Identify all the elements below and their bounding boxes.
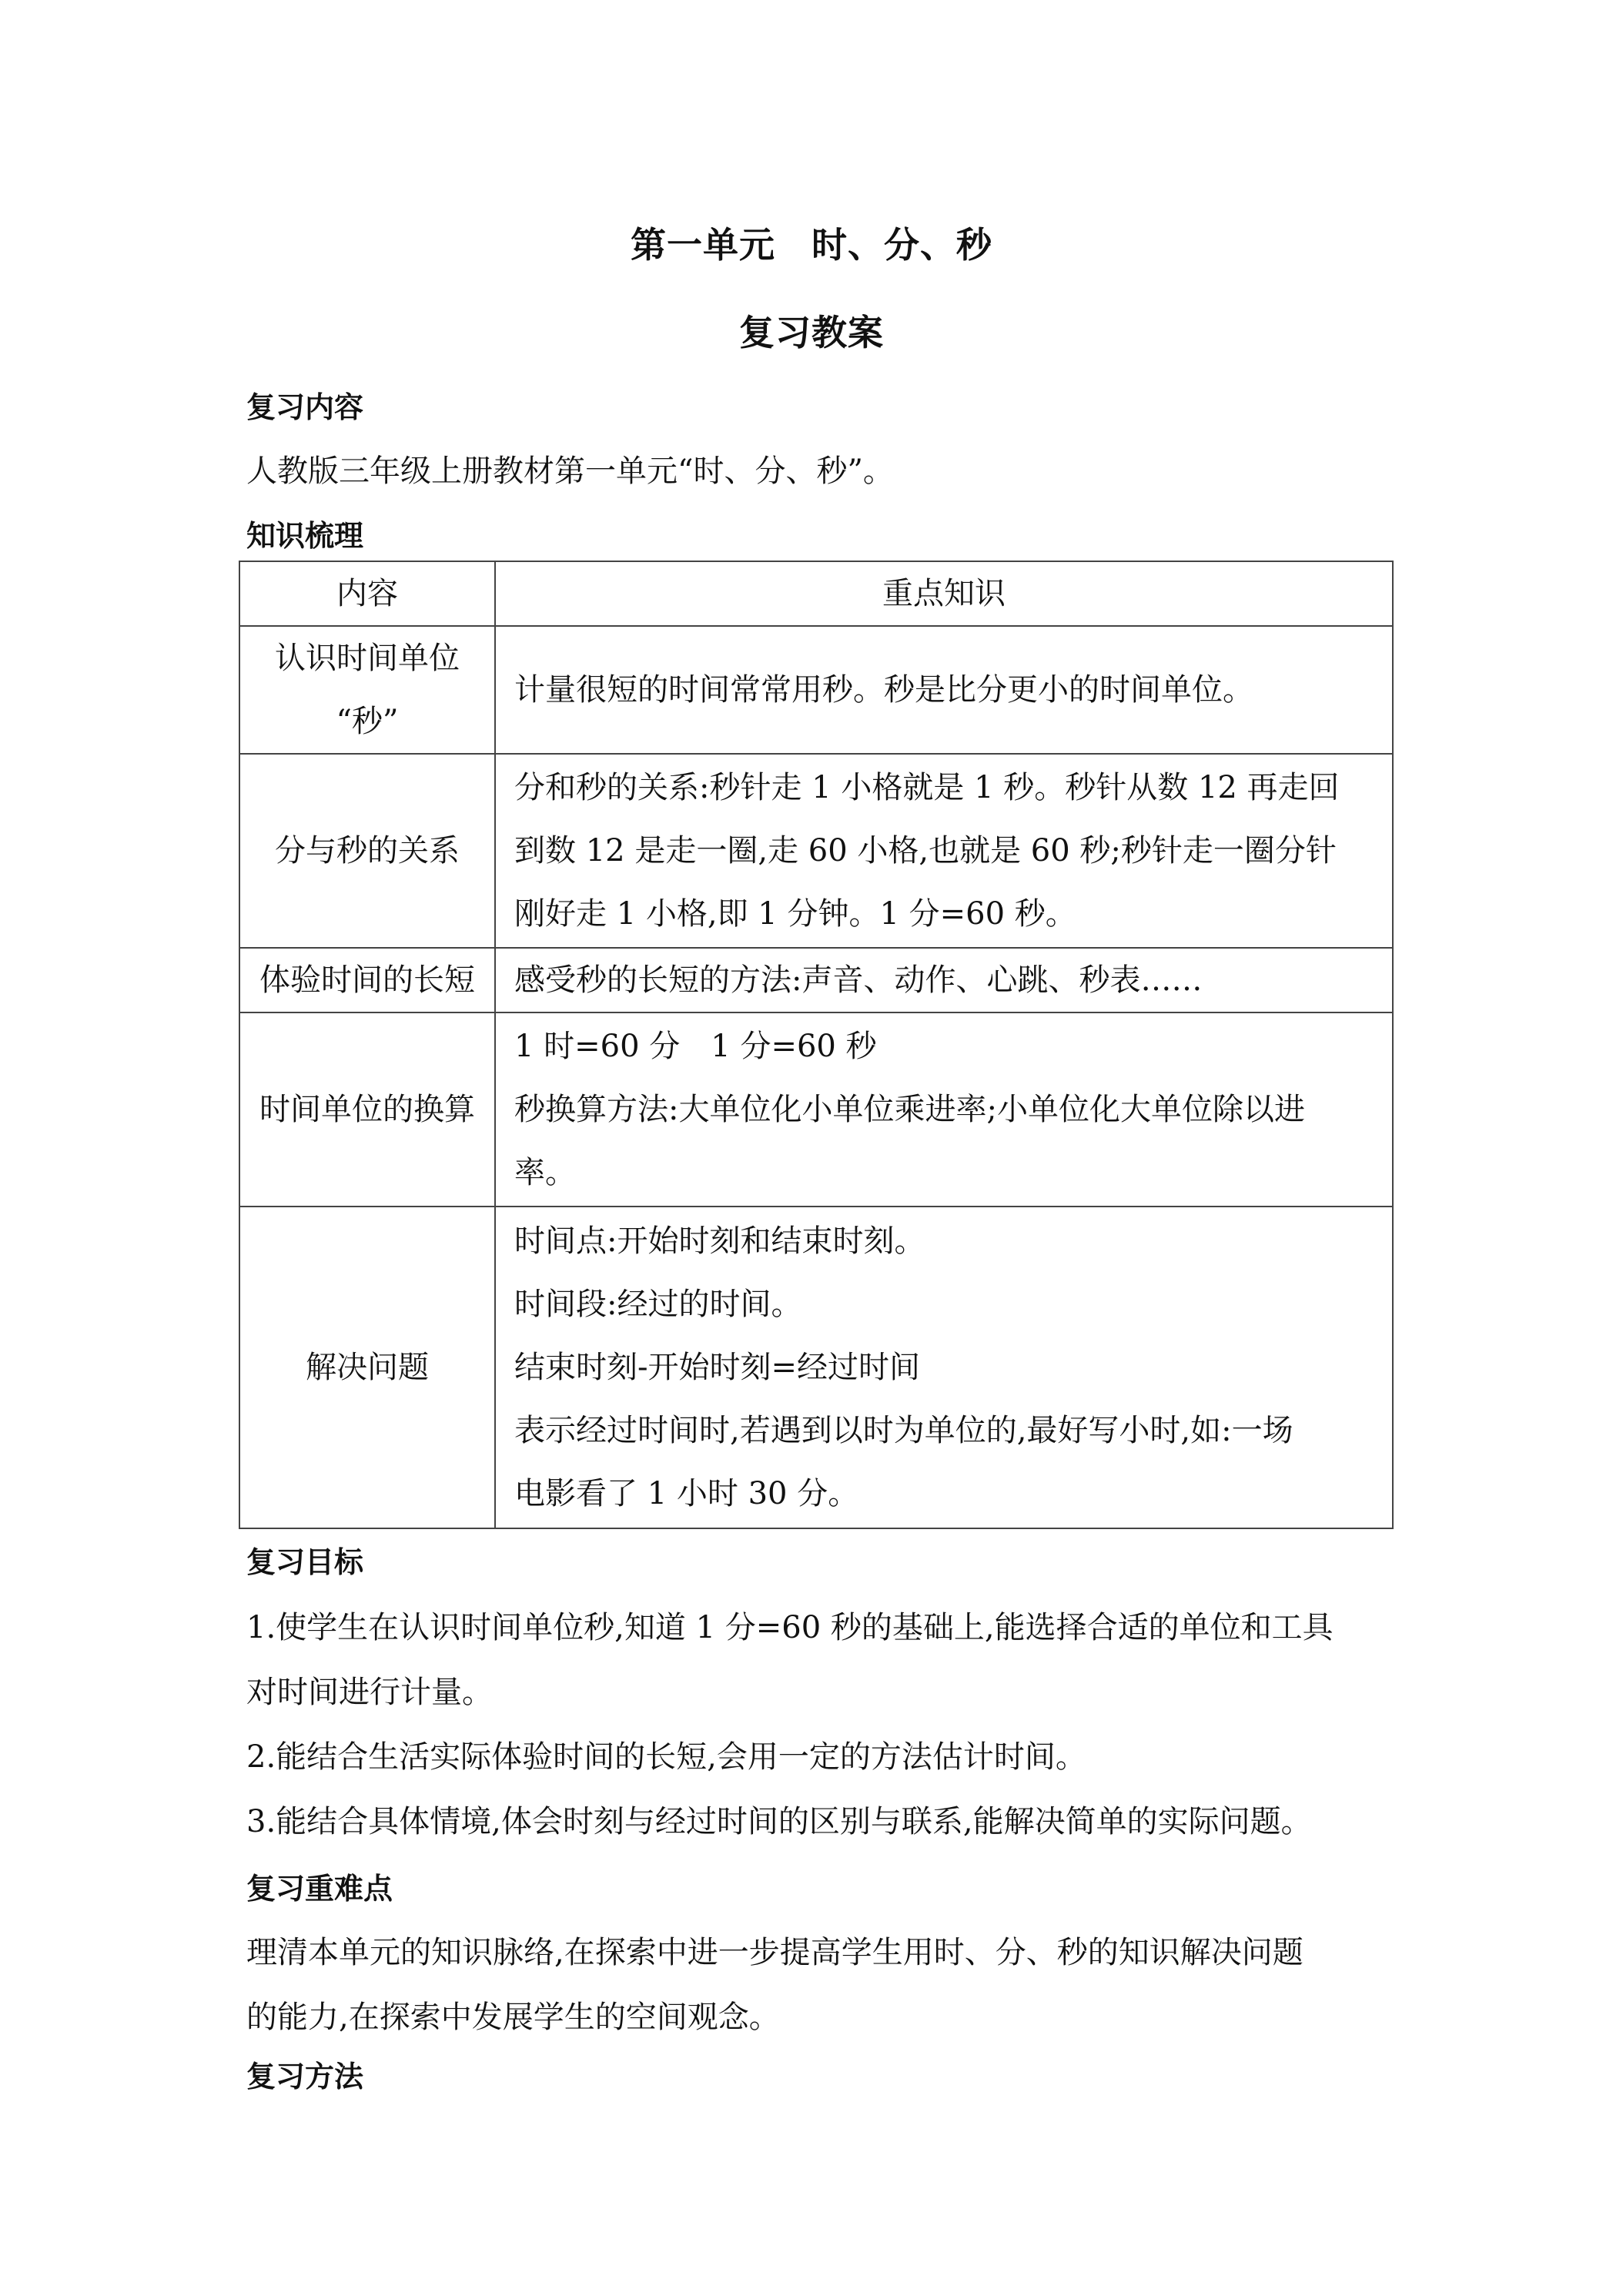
section-heading-knowledge: 知识梳理 <box>246 519 364 553</box>
paragraph-line: 对时间进行计量。 <box>246 1675 493 1710</box>
topic-line: “秒” <box>336 704 399 739</box>
table-row <box>239 626 1393 754</box>
topic-line: 分与秒的关系 <box>275 833 460 869</box>
review-content-text <box>246 439 1394 504</box>
topic-line: 认识时间单位 <box>275 641 460 676</box>
detail-line: 率。 <box>514 1155 576 1190</box>
table-row <box>239 1012 1393 1207</box>
section-heading-key-points: 复习重难点 <box>246 1872 393 1906</box>
detail-cell <box>495 754 1393 948</box>
topic-cell <box>239 626 495 754</box>
detail-cell <box>495 626 1393 754</box>
topic-line: 解决问题 <box>306 1350 429 1385</box>
table-row <box>239 754 1393 948</box>
topic-line: 体验时间的长短 <box>259 962 475 998</box>
topic-cell <box>239 754 495 948</box>
detail-line: 到数 12 是走一圈,走 60 小格,也就是 60 秒;秒针走一圈分针 <box>514 833 1337 869</box>
detail-cell <box>495 1207 1393 1528</box>
topic-cell <box>239 1207 495 1528</box>
document-subtitle: 复习教案 <box>739 312 884 353</box>
section-heading-review-goals: 复习目标 <box>246 1545 364 1579</box>
paragraph-line: 的能力,在探索中发展学生的空间观念。 <box>246 2000 780 2035</box>
key-points-text <box>246 1920 1394 2050</box>
review-goals-text <box>246 1595 1394 1854</box>
detail-line: 表示经过时间时,若遇到以时为单位的,最好写小时,如:一场 <box>514 1413 1293 1448</box>
paragraph-line: 2.能结合生活实际体验时间的长短,会用一定的方法估计时间。 <box>246 1739 1086 1775</box>
table-header-row <box>239 561 1393 626</box>
section-heading-review-content: 复习内容 <box>246 390 364 424</box>
detail-cell <box>495 948 1393 1012</box>
column-header-key-knowledge: 重点知识 <box>495 561 1393 626</box>
detail-cell <box>495 1012 1393 1207</box>
paragraph-line: 3.能结合具体情境,体会时刻与经过时间的区别与联系,能解决简单的实际问题。 <box>246 1804 1312 1839</box>
knowledge-table <box>239 561 1394 1529</box>
table-row <box>239 948 1393 1012</box>
detail-line: 电影看了 1 小时 30 分。 <box>514 1476 859 1511</box>
detail-line: 时间段:经过的时间。 <box>514 1287 802 1322</box>
detail-line: 时间点:开始时刻和结束时刻。 <box>514 1223 925 1259</box>
detail-line: 感受秒的长短的方法:声音、动作、心跳、秒表…… <box>514 962 1203 998</box>
detail-line: 计量很短的时间常常用秒。秒是比分更小的时间单位。 <box>514 672 1253 708</box>
detail-line: 刚好走 1 小格,即 1 分钟。1 分=60 秒。 <box>514 896 1076 932</box>
document-title: 第一单元 时、分、秒 <box>631 224 992 266</box>
detail-line: 1 时=60 分 1 分=60 秒 <box>514 1029 877 1064</box>
detail-line: 秒换算方法:大单位化小单位乘进率;小单位化大单位除以进 <box>514 1092 1305 1127</box>
topic-cell <box>239 948 495 1012</box>
detail-line: 分和秒的关系:秒针走 1 小格就是 1 秒。秒针从数 12 再走回 <box>514 770 1340 805</box>
section-heading-review-method: 复习方法 <box>246 2060 364 2094</box>
paragraph-line: 1.使学生在认识时间单位秒,知道 1 分=60 秒的基础上,能选择合适的单位和工具 <box>246 1610 1334 1645</box>
column-header-topic: 内容 <box>239 561 495 626</box>
topic-cell <box>239 1012 495 1207</box>
paragraph-line: 理清本单元的知识脉络,在探索中进一步提高学生用时、分、秒的知识解决问题 <box>246 1935 1303 1970</box>
topic-line: 时间单位的换算 <box>259 1092 475 1127</box>
detail-line: 结束时刻-开始时刻=经过时间 <box>514 1350 921 1385</box>
paragraph-line: 人教版三年级上册教材第一单元“时、分、秒”。 <box>246 454 894 489</box>
table-row <box>239 1207 1393 1528</box>
